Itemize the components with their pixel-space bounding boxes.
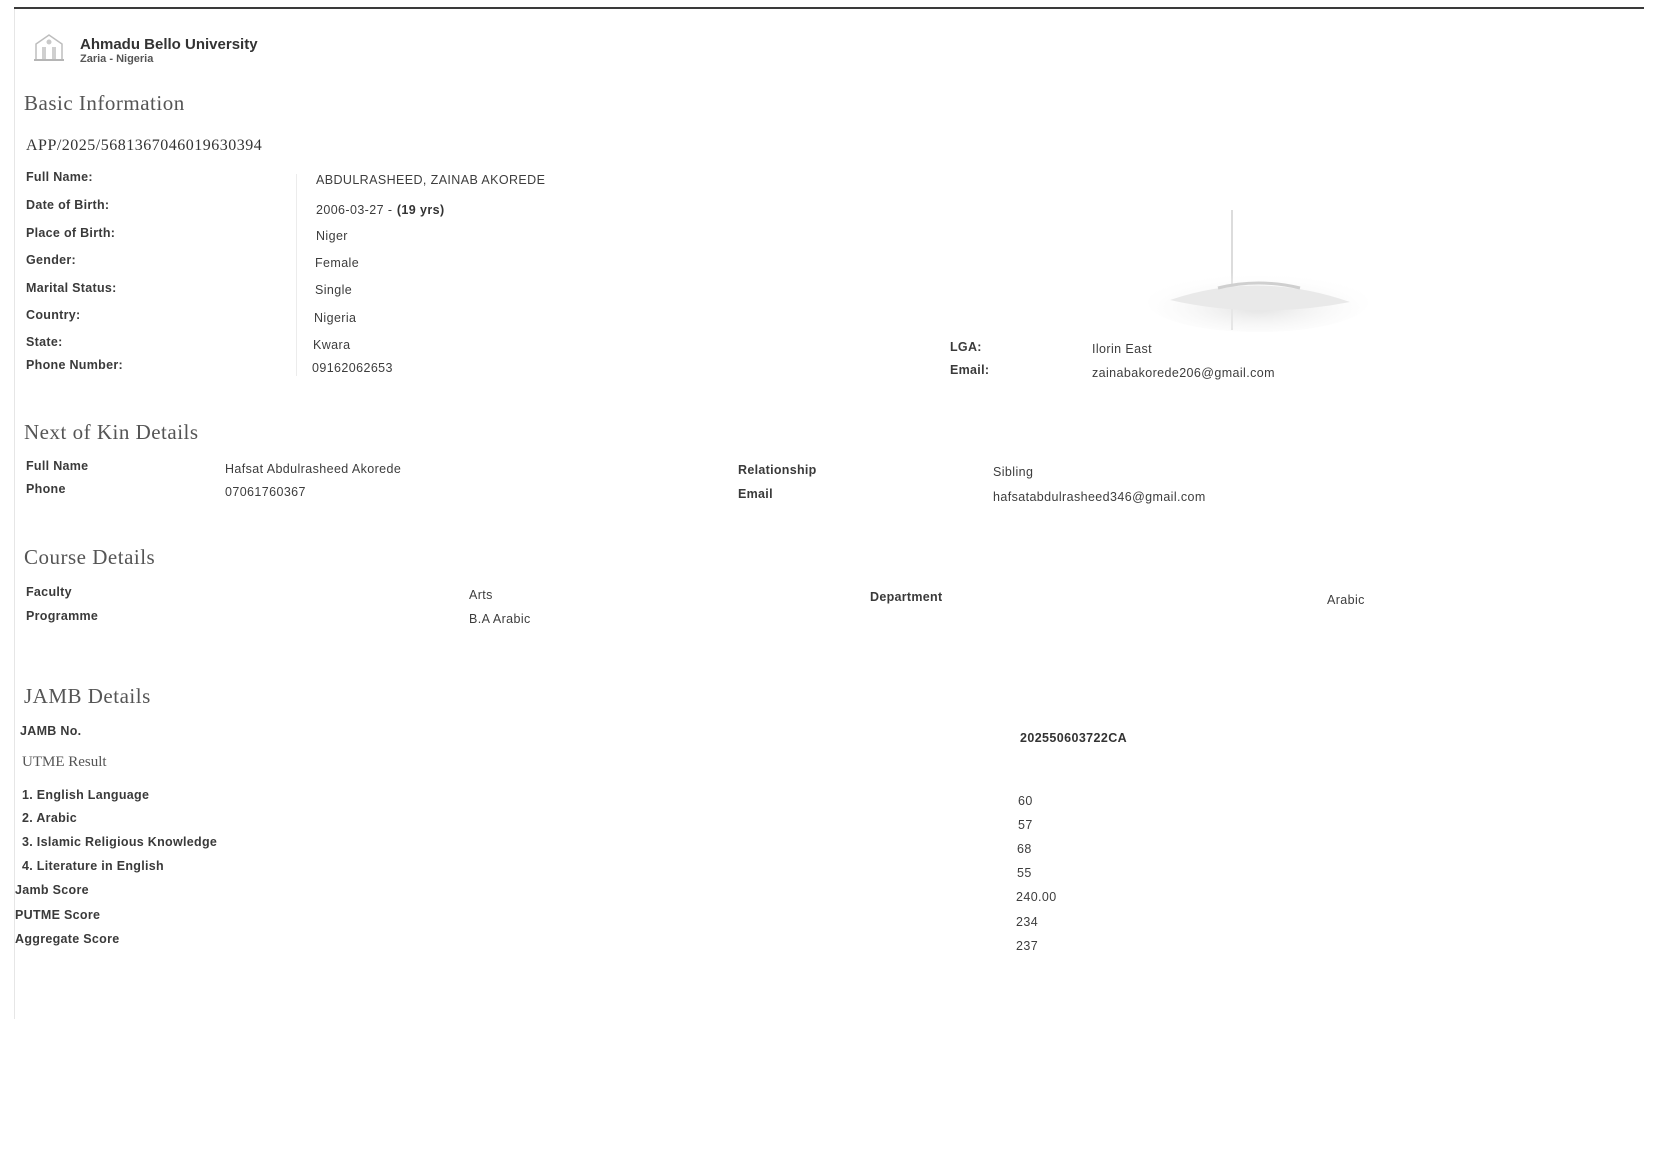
subject-row: 4. Literature in English [22,859,164,873]
left-edge-rule [14,9,15,1019]
jamb-no-label: JAMB No. [20,724,82,738]
putme-score-value: 234 [1016,915,1039,929]
state-value: Kwara [313,338,351,352]
passport-photo [1130,210,1380,350]
university-location: Zaria - Nigeria [80,53,154,65]
phone-value: 09162062653 [312,361,393,375]
phone-label: Phone Number: [26,358,123,372]
state-label: State: [26,335,63,349]
gender-label: Gender: [26,253,77,267]
kin-phone-value: 07061760367 [225,485,306,499]
faculty-value: Arts [469,588,493,602]
aggregate-score-label: Aggregate Score [15,932,120,946]
top-rule [14,7,1644,9]
subject-score: 60 [1018,794,1033,808]
subject-score: 68 [1017,842,1032,856]
course-details-title: Course Details [24,545,156,569]
full-name-label: Full Name: [26,170,93,184]
email-value: zainabakorede206@gmail.com [1092,366,1275,380]
marital-value: Single [315,283,353,297]
jamb-score-label: Jamb Score [15,883,89,897]
putme-score-label: PUTME Score [15,908,101,922]
subject-row: 3. Islamic Religious Knowledge [22,835,218,849]
kin-phone-label: Phone [26,482,66,496]
country-label: Country: [26,308,81,322]
kin-relationship-label: Relationship [738,463,817,477]
university-name: Ahmadu Bello University [80,36,258,53]
kin-relationship-value: Sibling [993,465,1034,479]
next-of-kin-title: Next of Kin Details [24,420,199,444]
aggregate-score-value: 237 [1016,939,1039,953]
subject-row: 2. Arabic [22,811,78,825]
application-number: APP/2025/5681367046019630394 [26,137,263,154]
marital-label: Marital Status: [26,281,117,295]
pob-label: Place of Birth: [26,226,116,240]
column-divider [296,174,297,376]
kin-name-label: Full Name [26,459,89,473]
kin-name-value: Hafsat Abdulrasheed Akorede [225,462,402,476]
university-crest-icon [32,32,66,62]
kin-email-value: hafsatabdulrasheed346@gmail.com [993,490,1206,504]
lga-value: Ilorin East [1092,342,1152,356]
subject-row: 1. English Language [22,788,150,802]
jamb-score-value: 240.00 [1016,890,1057,904]
dob-date: 2006-03-27 - [316,203,393,217]
faculty-label: Faculty [26,585,72,599]
subject-score: 55 [1017,866,1032,880]
programme-label: Programme [26,609,99,623]
jamb-details-title: JAMB Details [24,684,151,708]
dob-label: Date of Birth: [26,198,110,212]
email-label: Email: [950,363,990,377]
lga-label: LGA: [950,340,982,354]
programme-value: B.A Arabic [469,612,531,626]
gender-value: Female [315,256,360,270]
basic-info-title: Basic Information [24,91,185,115]
department-value: Arabic [1327,593,1365,607]
country-value: Nigeria [314,311,357,325]
subject-score: 57 [1018,818,1033,832]
utme-result-title: UTME Result [22,754,107,770]
dob-value [316,201,445,219]
kin-email-label: Email [738,487,773,501]
jamb-no-value: 202550603722CA [1020,731,1128,745]
department-label: Department [870,590,943,604]
full-name-value: ABDULRASHEED, ZAINAB AKOREDE [316,173,546,187]
pob-value: Niger [316,229,348,243]
dob-age: (19 yrs) [396,203,445,217]
